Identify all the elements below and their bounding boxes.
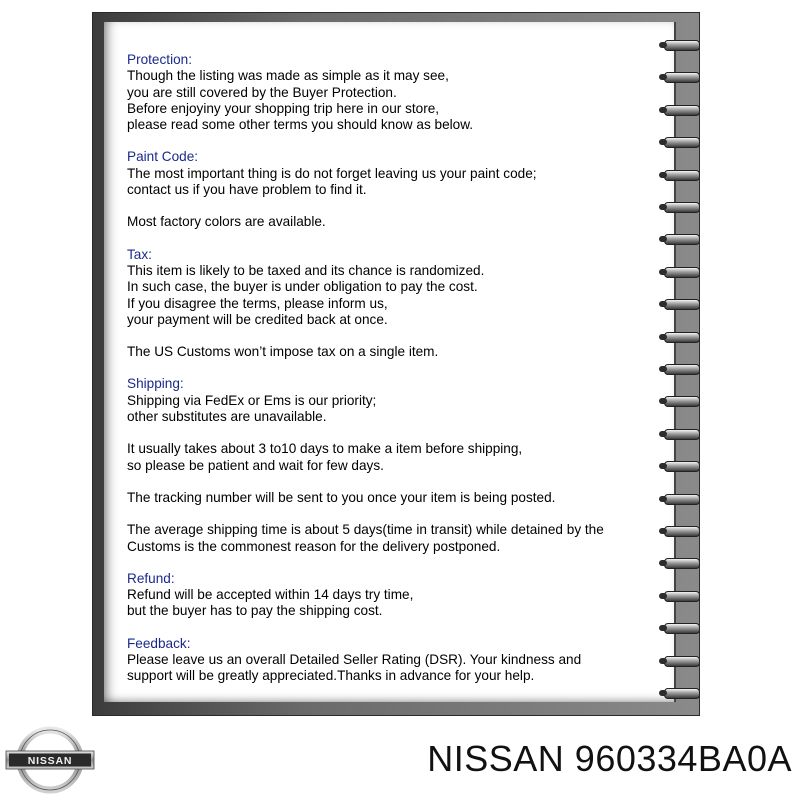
text-line: This item is likely to be taxed and its chance is randomized. (127, 262, 485, 278)
spiral-ring (664, 137, 700, 148)
section-heading: Protection: (127, 52, 192, 67)
paragraph (127, 214, 667, 230)
paragraph (127, 166, 667, 199)
spiral-ring (664, 429, 700, 440)
paragraph (127, 393, 667, 426)
text-line: Refund will be accepted within 14 days try time, (127, 587, 414, 603)
nissan-logo (4, 725, 96, 795)
text-line: The average shipping time is about 5 days(time in transit) while detained by the (127, 522, 604, 538)
text-line: but the buyer has to pay the shipping cost. (127, 603, 383, 619)
spiral-ring (664, 332, 700, 343)
spiral-ring (664, 526, 700, 537)
paragraph (127, 344, 667, 360)
paragraph (127, 263, 667, 328)
text-line: Customs is the commonest reason for the delivery postponed. (127, 538, 501, 554)
spiral-ring (664, 299, 700, 310)
spiral-ring (664, 623, 700, 634)
terms-section (127, 149, 667, 230)
spiral-ring (664, 364, 700, 375)
text-line: your payment will be credited back at once. (127, 311, 388, 327)
spiral-ring (664, 591, 700, 602)
section-heading: Feedback: (127, 635, 191, 651)
terms-section (127, 376, 667, 554)
spiral-ring (664, 234, 700, 245)
paragraph (127, 587, 667, 620)
terms-section (127, 571, 667, 620)
spiral-ring (664, 72, 700, 83)
spiral-ring (664, 558, 700, 569)
text-line: In such case, the buyer is under obligation to pay the cost. (127, 279, 478, 295)
spiral-ring (664, 656, 700, 667)
terms-text (127, 52, 667, 701)
text-line: you are still covered by the Buyer Protection. (127, 84, 397, 100)
text-line: The most important thing is do not forget leaving us your paint code; (127, 165, 537, 181)
text-line: If you disagree the terms, please inform us, (127, 295, 388, 311)
spiral-ring (664, 170, 700, 181)
terms-section (127, 636, 667, 685)
paragraph (127, 441, 667, 474)
spiral-ring (664, 40, 700, 51)
paragraph (127, 68, 667, 133)
text-line: please read some other terms you should know as below. (127, 117, 474, 133)
section-heading: Paint Code: (127, 149, 199, 165)
terms-section (127, 52, 667, 133)
text-line: It usually takes about 3 to10 days to make a item before shipping, (127, 441, 523, 457)
paragraph (127, 490, 667, 506)
text-line: contact us if you have problem to find it. (127, 182, 367, 198)
paragraph (127, 652, 667, 685)
spiral-ring (664, 461, 700, 472)
text-line: Most factory colors are available. (127, 214, 326, 230)
text-line: The US Customs won’t impose tax on a single item. (127, 344, 439, 360)
section-heading: Tax: (127, 246, 152, 262)
text-line: so please be patient and wait for few days. (127, 457, 384, 473)
spiral-ring (664, 202, 700, 213)
spiral-ring (664, 396, 700, 407)
text-line: The tracking number will be sent to you once your item is being posted. (127, 489, 556, 505)
text-line: Shipping via FedEx or Ems is our priority; (127, 392, 377, 408)
text-line: other substitutes are unavailable. (127, 409, 327, 425)
text-line: support will be greatly appreciated.Thanks in advance for your help. (127, 668, 535, 684)
section-heading: Shipping: (127, 376, 184, 392)
text-line: Please leave us an overall Detailed Seller Rating (DSR). Your kindness and (127, 652, 582, 668)
spiral-ring (664, 494, 700, 505)
paragraph (127, 522, 667, 555)
terms-section (127, 247, 667, 361)
text-line: Before enjoyiny your shopping trip here in our store, (127, 100, 440, 116)
part-number-label: NISSAN 960334BA0A (427, 738, 792, 779)
spiral-ring (664, 267, 700, 278)
text-line: Though the listing was made as simple as it may see, (127, 68, 449, 84)
spiral-ring (664, 688, 700, 699)
logo-text: NISSAN (27, 755, 73, 767)
section-heading: Refund: (127, 570, 175, 586)
spiral-ring (664, 105, 700, 116)
